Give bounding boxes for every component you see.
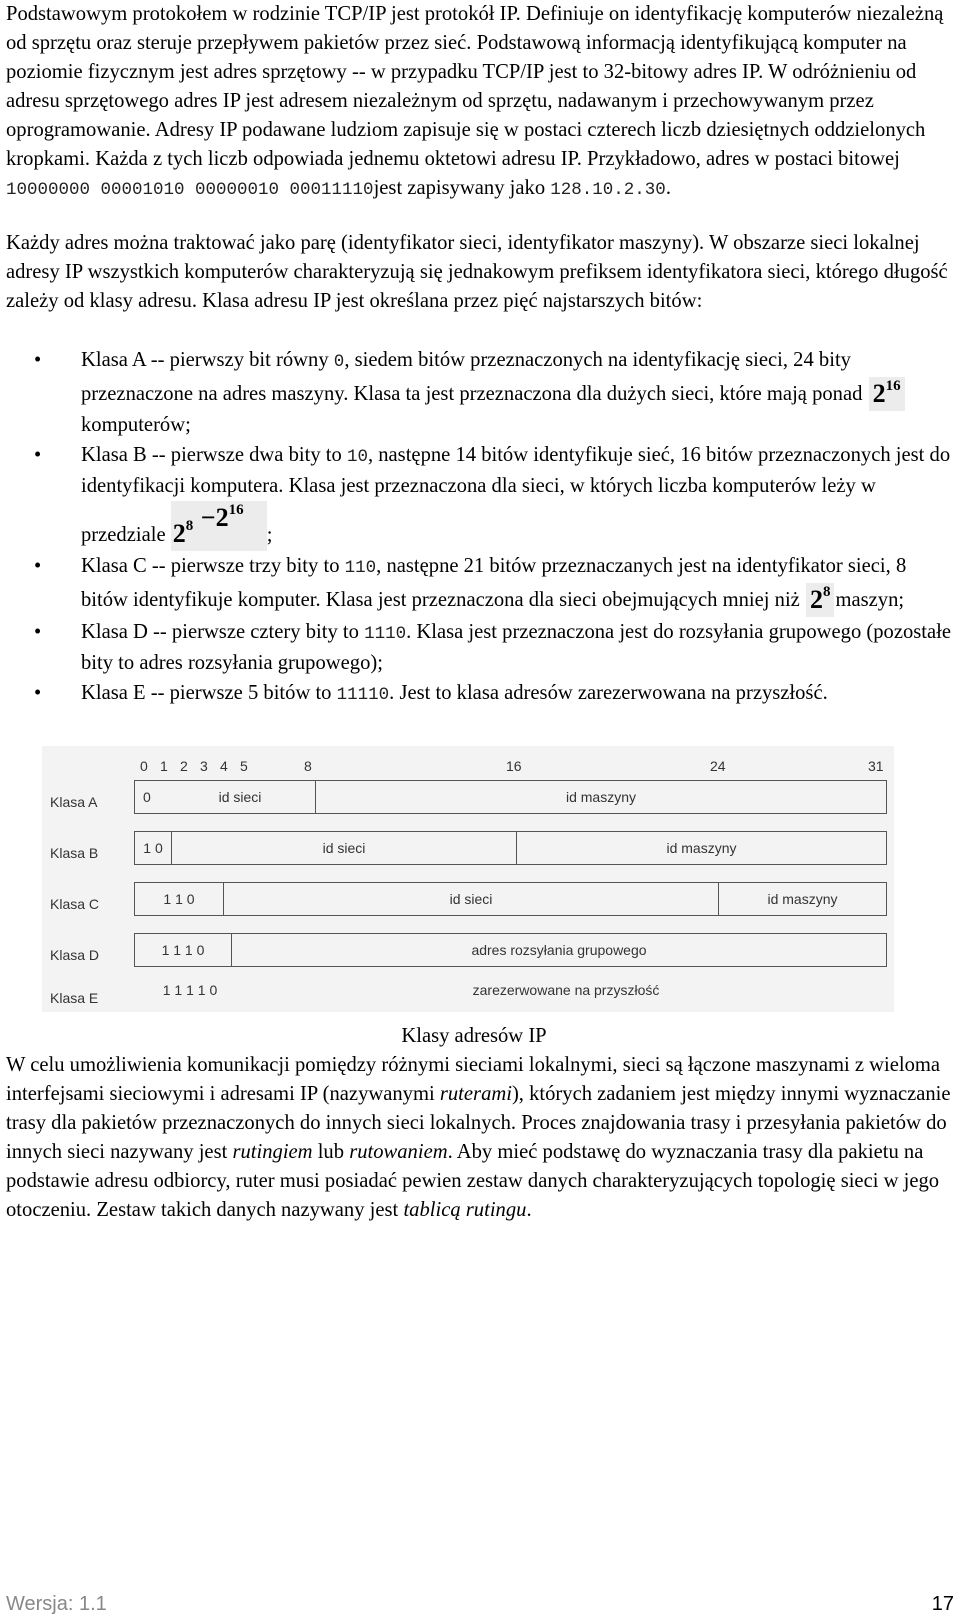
text: Klasa A -- pierwszy bit równy — [81, 349, 334, 371]
bullet-icon: • — [34, 682, 42, 704]
row-bits: 1 1 1 0 — [161, 941, 205, 958]
bit-number: 2 — [180, 758, 188, 774]
math-range-2-8-to-2-16 — [171, 501, 267, 551]
text: Klasa B -- pierwsze dwa bity to — [81, 444, 347, 466]
cell-host-id — [315, 780, 887, 814]
bit-number: 1 — [160, 758, 168, 774]
page-number: 17 — [931, 1593, 954, 1615]
math-2-pow-16 — [869, 377, 905, 411]
text: W celu umożliwienia komunikacji pomiędzy różnymi sieciami lokalnymi, sieci są łączone maszynami z wieloma interfejsami sieciowymi i adresami IP (nazywanymi — [6, 1054, 941, 1105]
math-upper — [201, 503, 244, 531]
cell-host-id — [516, 831, 887, 865]
math-minus: − — [200, 503, 216, 532]
paragraph-ip-protocol — [6, 0, 954, 205]
cell-network-id — [223, 882, 719, 916]
cell-label: id maszyny — [767, 890, 838, 907]
math-2-pow-8 — [806, 583, 835, 617]
math-exponent: 16 — [228, 502, 244, 518]
paragraph-routing — [6, 1051, 954, 1225]
cell-label: zarezerwowane na przyszłość — [472, 981, 660, 998]
binary-address: 10000000 00001010 00000010 00011110 — [6, 180, 374, 200]
math-exponent: 16 — [885, 378, 901, 394]
document-page — [6, 0, 954, 1225]
math-lower — [173, 519, 194, 547]
bullet-icon: • — [34, 444, 42, 466]
bit-number: 0 — [140, 758, 148, 774]
version-label: Wersja: 1.1 — [6, 1593, 107, 1615]
bit-number-header — [42, 752, 894, 774]
cell-label: id maszyny — [565, 788, 637, 805]
text: Klasa C -- pierwsze trzy bity to — [81, 555, 345, 577]
bit-number: 8 — [304, 758, 312, 774]
row-bits: 1 1 1 1 0 — [162, 981, 218, 998]
bit-number: 16 — [506, 758, 522, 774]
bullet-icon: • — [34, 555, 42, 577]
page-footer — [6, 1590, 954, 1620]
text: lub — [312, 1141, 350, 1163]
text: . — [526, 1199, 532, 1221]
cell-label: id sieci — [322, 839, 366, 856]
row-bits: 0 — [143, 788, 157, 805]
row-label-class-c: Klasa C — [50, 896, 100, 912]
list-item-class-d — [6, 618, 954, 678]
emphasis: rutowaniem — [349, 1141, 448, 1163]
text: Klasa E -- pierwsze 5 bitów to — [81, 682, 337, 704]
cell-network-id — [171, 831, 517, 865]
cell-reserved — [245, 974, 887, 1006]
text: . — [665, 177, 671, 199]
bit-code: 0 — [333, 352, 345, 372]
address-class-list — [6, 346, 954, 710]
row-label-class-b: Klasa B — [50, 845, 99, 861]
cell-label: id sieci — [449, 890, 493, 907]
emphasis: rutingiem — [232, 1141, 313, 1163]
bullet-icon: • — [34, 621, 42, 643]
bit-number: 4 — [220, 758, 228, 774]
text: ), których zadaniem jest między innymi wyznaczanie trasy dla pakietów przeznaczonych do innych sieci lokalnych. Proces znajdowania trasy i przesyłania pakietów do innych sieci nazywany jest — [6, 1083, 951, 1163]
bit-number: 5 — [240, 758, 248, 774]
bit-number: 24 — [710, 758, 726, 774]
math-base: 2 — [215, 503, 229, 532]
bit-number: 31 — [868, 758, 884, 774]
math-base: 2 — [172, 519, 186, 548]
figure-caption: Klasy adresów IP — [401, 1025, 547, 1047]
cell-label: adres rozsyłania grupowego — [471, 941, 647, 958]
text: . Jest to klasa adresów zarezerwowana na przyszłość. — [389, 682, 828, 704]
math-exponent: 8 — [822, 584, 831, 600]
text: komputerów; — [81, 414, 191, 436]
ip-classes-figure — [42, 746, 894, 1012]
text: , następne 14 bitów identyfikuje sieć, 16 bitów przeznaczonych jest do identyfikacji komputera. Klasa jest przeznaczona dla sieci, w których liczba komputerów leży w przedziale — [81, 444, 951, 546]
text: . Klasa jest przeznaczona jest do rozsyłania grupowego (pozostałe bity to adres rozsyłania grupowego); — [81, 621, 952, 674]
row-label-class-a: Klasa A — [50, 794, 98, 810]
cell-multicast-address — [231, 933, 887, 967]
cell-network-id — [134, 780, 316, 814]
math-exponent: 8 — [185, 518, 194, 534]
bit-code: 11110 — [336, 685, 390, 705]
text: ; — [266, 524, 273, 546]
text: Klasa D -- pierwsze cztery bity to — [81, 621, 365, 643]
row-bits: 1 0 — [143, 839, 163, 856]
cell-label: id maszyny — [666, 839, 737, 856]
cell-prefix-bits — [134, 974, 246, 1006]
list-item-class-b — [6, 441, 954, 551]
text: . Aby mieć podstawę do wyznaczania trasy dla pakietu na podstawie adresu odbiorcy, ruter musi posiadać pewien zestaw danych charakteryzujących topologię sieci w jego otoczeniu. Zestaw takich danych nazywany jest — [6, 1141, 940, 1221]
decimal-address: 128.10.2.30 — [550, 180, 666, 200]
text: Podstawowym protokołem w rodzinie TCP/IP jest protokół IP. Definiuje on identyfikację komputerów niezależną od sprzętu oraz steruje przepływem pakietów przez sieć. Podstawową informacją identyfikującą komputer na poziomie fizycznym jest adres sprzętowy -- w przypadku TCP/IP jest to 32-bitowy adres IP. W odróżnieniu od adresu sprzętowego adres IP jest adresem niezależnym od sprzętu, nadawanym i przechowywanym przez oprogramowanie. Adresy IP podawane ludziom zapisuje się w postaci czterech liczb dziesiętnych oddzielonych kropkami. Każda z tych liczb odpowiada jednemu oktetowi adresu IP. Przykładowo, adres w postaci bitowej — [6, 3, 944, 170]
cell-label: id sieci — [218, 788, 262, 805]
row-label-class-e: Klasa E — [50, 990, 99, 1006]
list-item-class-c — [6, 552, 954, 617]
emphasis: tablicą rutingu — [403, 1199, 527, 1221]
emphasis: ruterami — [439, 1083, 512, 1105]
cell-prefix-bits — [134, 933, 232, 967]
bit-code: 10 — [346, 447, 368, 467]
text: maszyn; — [835, 589, 905, 611]
text: , następne 21 bitów przeznaczanych jest na identyfikator sieci, 8 bitów identyfikuje komputer. Klasa jest przeznaczona dla sieci obejmujących mniej niż — [81, 555, 907, 611]
math-base: 2 — [872, 379, 886, 408]
bullet-icon: • — [34, 349, 42, 371]
paragraph-address-pair: Każdy adres można traktować jako parę (identyfikator sieci, identyfikator maszyny). W obszarze sieci lokalnej adresy IP wszystkich komputerów charakteryzują się jednakowym prefiksem identyfikatora sieci, którego długość zależy od klasy adresu. Klasa adresu IP jest określana przez pięć najstarszych bitów: — [6, 232, 948, 312]
row-bits: 1 1 0 — [163, 890, 195, 907]
cell-host-id — [718, 882, 887, 916]
bit-number: 3 — [200, 758, 208, 774]
text: jest zapisywany jako — [373, 177, 551, 199]
bit-code: 110 — [344, 558, 377, 578]
bit-code: 1110 — [364, 624, 407, 644]
list-item-class-a — [6, 346, 954, 440]
math-base: 2 — [809, 585, 823, 614]
cell-prefix-bits — [134, 831, 172, 865]
cell-prefix-bits — [134, 882, 224, 916]
row-label-class-d: Klasa D — [50, 947, 100, 963]
list-item-class-e — [6, 679, 954, 710]
text: , siedem bitów przeznaczonych na identyfikację sieci, 24 bity przeznaczone na adres maszyny. Klasa ta jest przeznaczona dla dużych sieci, które mają ponad — [81, 349, 868, 405]
